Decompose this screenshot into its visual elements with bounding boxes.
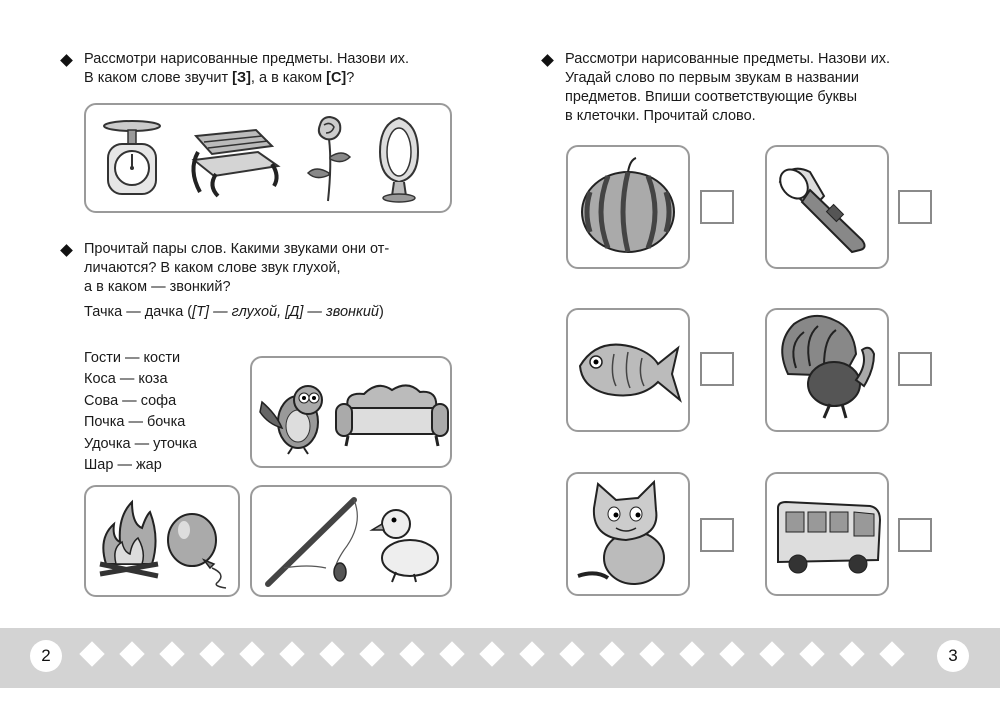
task2-line3: а в каком — звонкий?: [84, 279, 231, 295]
turkey-icon: [774, 314, 880, 424]
word-pair: Удочка — уточка: [84, 435, 197, 452]
word-pair: Почка — бочка: [84, 414, 186, 431]
footer-diamond: [119, 641, 144, 666]
footer-diamond: [439, 641, 464, 666]
footer-diamond: [639, 641, 664, 666]
example-explanation: [Т] — глухой, [Д] — звонкий: [192, 304, 379, 320]
word-pair: Сова — софа: [84, 392, 177, 409]
owl-icon: [258, 378, 328, 456]
task3-line3: предметов. Впиши соответствующие буквы: [565, 89, 858, 105]
balloon-icon: [164, 512, 234, 590]
task2-example: [84, 302, 424, 323]
footer-diamond: [159, 641, 184, 666]
task2-line2: личаются? В каком слове звук глухой,: [84, 260, 341, 276]
bus-icon: [772, 500, 882, 576]
word-pair: Гости — кости: [84, 350, 181, 366]
flashlight-icon: [776, 160, 876, 254]
task3-instruction: [565, 50, 945, 126]
footer-diamond: [319, 641, 344, 666]
example-close: ): [378, 304, 384, 320]
task3-line2: Угадай слово по первым звукам в названии: [565, 70, 859, 86]
word-pairs-list: [84, 348, 197, 476]
sound-s: [С]: [326, 70, 347, 86]
word-pair: Шар — жар: [84, 457, 162, 474]
task1-line2-pre: В каком слове звучит: [84, 70, 233, 86]
rose-icon: [302, 113, 358, 203]
watermelon-icon: [578, 156, 678, 256]
bullet-diamond: [60, 244, 73, 257]
example-words: Тачка — дачка (: [84, 304, 193, 320]
task1-line2-end: ?: [346, 70, 355, 86]
footer-diamond: [879, 641, 904, 666]
footer-diamond: [759, 641, 784, 666]
task1-line2-mid: , а в каком: [250, 70, 327, 86]
cat-icon: [576, 480, 680, 588]
task1-line1: Рассмотри нарисованные предметы. Назови их.: [84, 51, 410, 67]
footer-diamond: [199, 641, 224, 666]
footer-diamond: [399, 641, 424, 666]
bench-icon: [186, 130, 282, 198]
task3-line4: в клеточки. Прочитай слово.: [565, 108, 756, 124]
fire-icon: [98, 498, 160, 580]
answer-box[interactable]: [700, 518, 734, 552]
duckling-icon: [370, 502, 442, 584]
answer-box[interactable]: [700, 352, 734, 386]
footer-diamond: [359, 641, 384, 666]
sound-z: [З]: [232, 70, 251, 86]
answer-box[interactable]: [898, 190, 932, 224]
task1-instruction: [84, 50, 454, 88]
footer-diamond: [599, 641, 624, 666]
sofa-icon: [334, 380, 448, 450]
word-pair: Коса — коза: [84, 371, 168, 388]
answer-box[interactable]: [898, 352, 932, 386]
footer-diamond: [679, 641, 704, 666]
footer-diamond: [519, 641, 544, 666]
footer-diamond: [839, 641, 864, 666]
footer-diamond: [79, 641, 104, 666]
footer-diamond: [479, 641, 504, 666]
fishing-rod-icon: [262, 494, 366, 588]
answer-box[interactable]: [898, 518, 932, 552]
fish-icon: [574, 330, 682, 410]
scales-icon: [100, 118, 164, 200]
task3-line1: Рассмотри нарисованные предметы. Назови их.: [565, 51, 891, 67]
footer-diamond: [799, 641, 824, 666]
task2-instruction: [84, 240, 454, 297]
mirror-icon: [374, 116, 424, 204]
footer-diamond: [239, 641, 264, 666]
footer-diamond: [559, 641, 584, 666]
page-number-right: 3: [937, 640, 969, 672]
answer-box[interactable]: [700, 190, 734, 224]
footer-band: [0, 628, 1000, 688]
page-number-left: 2: [30, 640, 62, 672]
task2-line1: Прочитай пары слов. Какими звуками они от-: [84, 241, 390, 257]
bullet-diamond: [60, 54, 73, 67]
bullet-diamond: [541, 54, 554, 67]
footer-diamond: [279, 641, 304, 666]
footer-diamond: [719, 641, 744, 666]
task1-line2: [84, 69, 454, 88]
